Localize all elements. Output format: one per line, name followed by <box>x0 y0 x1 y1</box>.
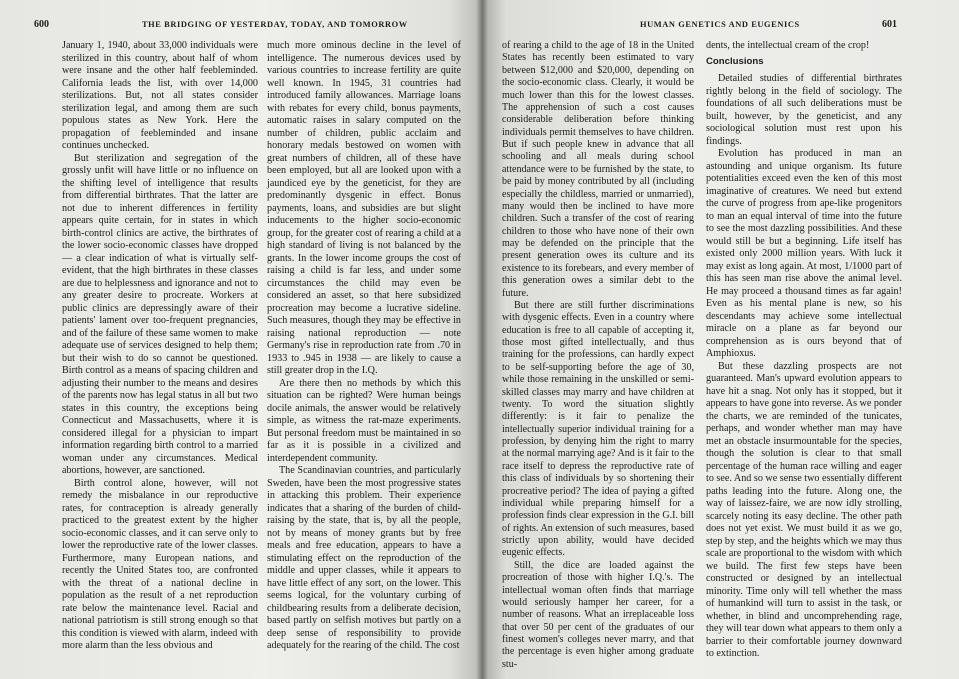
paragraph: But sterilization and segregation of the grossly unfit will have little or no influence on the shifting level of intelligence that results from differential birthrates. That the latter are not due to inherent differences in fertility appears quite certain, for in states in which birth-control clinics are active, the birthrates of the lower socio-economic classes have dropped — a clear indication of what is virtually self-evident, that the high birthrates in these classes are due to helplessness and ignorance and not to any greater desire to procreate. Workers at public clinics are depressingly aware of their patients' lament over too-frequent pregnancies, and of the failure of these same women to make adequate use of services designed to help them; but their wish to do so cannot be questioned. Birth control as a means of spacing children and adjusting their number to the means and desires of the parents now has legal status in all but two states in this country, the exceptions being Connecticut and Massachusetts, where it is considered illegal for a physician to impart information regarding birth control to a married woman under any circumstances. Medical abortions, however, are sanctioned. <box>62 152 258 476</box>
running-head-right: HUMAN GENETICS AND EUGENICS <box>640 20 800 29</box>
right-column-1 <box>502 40 694 671</box>
paragraph: The Scandinavian countries, and particularly Sweden, have been the most progressive states in attacking this problem. Their experience indicates that a sharing of the burden of child-raising by the state, that is, by all the people, not by means of money grants but by free meals and free education, appears to have a stimulating effect on the reproduction of the middle and upper classes, while it appears to have little effect of any sort, on the lower. This seems logical, for the voluntary curbing of childbearing results from a deliberate decision, based partly on selfish motives but partly on a deep sense of responsibility to provide adequately for the rearing of the child. The cost <box>267 465 461 651</box>
paragraph: of rearing a child to the age of 18 in the United States has recently been estimated to vary between $12,000 and $20,000, depending on the socio-economic class. Clearly, it would be much lower than this for the lowest classes. The apprehension of such a cost causes considerable deliberation before thinking individuals permit themselves to have children. But if such people knew in advance that all schooling and all meals during school attendance were to be furnished by the state, to be paid by money contributed by all (including especially the childless, married or unmarried), many would then be inclined to have more children. Such a transfer of the cost of rearing children to those who have none of their own may be defended on the principle that the present generation owes its culture and its existence to its forebears, and every member of this generation owes a similar debt to the future. <box>502 40 694 299</box>
paragraph: But these dazzling prospects are not guaranteed. Man's upward evolution appears to have hit a snag. Not only has it stopped, but it appears to have gone into reverse. As we ponder the charts, we are reminded of the tunicates, perhaps, and wonder whether man may have met an obstacle insurmountable for the species, though the solution is clear to that small percentage of the human race willing and eager to see. And so we sense two essentially different paths leading into the future. Along one, the way of laissez-faire, we are now idly strolling, scarcely noting its easy decline. The other path does not yet exist. We must build it as we go, step by step, and the heights which we may thus scale are proportional to the wisdom with which we build. The first few steps have been constructed or designed by an intellectual minority. Time only will tell whether the mass of humankind will turn to assist in the task, or whether, in blind and uncomprehending rage, they will tear down what appears to them only a barrier to their comfortable journey downward to extinction. <box>706 360 902 659</box>
paragraph: But there are still further discriminations with dysgenic effects. Even in a country where education is free to all capable of accepting it, those most gifted intellectually, and thus training for the professions, can hardly expect to be self-supporting before the age of 30, while those remaining in the unskilled or semi-skilled classes may marry and have children at twenty. To word the situation slightly differently: is it fair to penalize the intellectually superior individual training for a profession, by denying him the right to marry at the normal marrying age? And is it fair to the race itself to depress the reproductive rate of this class of individuals by so shortening their procreative period? The idea of paying a gifted individual while preparing himself for a profession finds clear expression in the G.I. bill of rights. An extension of such measures, based strictly upon ability, would have decided eugenic effects. <box>502 299 694 559</box>
paragraph: Evolution has produced in man an astounding and unique organism. Its future potentialities exceed even the ken of this most imaginative of creatures. We need but extend the curve of progress from ape-like progenitors to man an equal interval of time into the future to see the most dazzling possibilities. And these would still be but a beginning. Life itself has existed only 2000 million years. With luck it may exist as long again. At most, 1/1000 part of this has seen man rise above the animal level. He may proceed a thousand times as far again! Even as his mental plane is new, so his descendants may achieve some intellectual miracle on a plane as far beyond our comprehension as is ours beyond that of Amphioxus. <box>706 148 902 359</box>
page-number-left: 600 <box>34 19 49 30</box>
paragraph: Still, the dice are loaded against the procreation of those with higher I.Q.'s. The intellectual woman often finds that marriage would seriously hamper her career, for a number of reasons. What an irreplaceable loss that over 50 per cent of the graduates of our finest women's colleges never marry, and that the percentage is even higher among graduate stu- <box>502 559 694 670</box>
right-page <box>482 0 959 679</box>
paragraph: dents, the intellectual cream of the crop! <box>706 40 870 51</box>
page-number-right: 601 <box>882 19 897 30</box>
left-column-1 <box>62 40 258 653</box>
left-column-2 <box>267 40 461 653</box>
paragraph: Detailed studies of differential birthrates rightly belong in the field of sociology. The foundations of all such deliberations must be built, however, by the geneticist, and any sociological solution must rest upon his findings. <box>706 73 902 147</box>
right-column-2 <box>706 40 902 661</box>
paragraph: Birth control alone, however, will not remedy the misbalance in our reproductive rates, for contraception is already generally practiced to the greatest extent by the higher socio-economic classes, and it can serve only to lower the reproductive rate of the lower classes. Furthermore, many European nations, and recently the United States too, are confronted with the threat of a national decline in population as the result of a net reproduction rate below the maintenance level. Racial and national patriotism is still strong enough so that this condition is viewed with alarm, indeed with more alarm than the less obvious and <box>62 477 258 651</box>
paragraph: much more ominous decline in the level of intelligence. The numerous devices used by various countries to increase fertility are quite well known. In 1945, 31 countries had introduced family allowances. Marriage loans with rebates for every child, bonus payments, automatic raises in salary computed on the number of children, public acclaim and honorary medals bestowed on women with great numbers of children, all of these have been employed, but all are looked upon with a jaundiced eye by the geneticist, for they are predominantly dysgenic in effect. Bonus payments, loans, and subsidies are but slight inducements to the higher socio-economic group, for the greater cost of rearing a child at a high standard of living is not balanced by the grants. In the lower income groups the cost of raising a child is far less, and under some circumstances the child may even be considered an asset, so that here subsidized procreation may become a lucrative sideline. Such measures, though they may be effective in raising national reproduction — note Germany's rise in reproduction rate from .70 in 1933 to .945 in 1938 — are likely to cause a still greater drop in the I.Q. <box>267 40 461 376</box>
section-heading-conclusions: Conclusions <box>706 55 764 67</box>
book-spine-shadow <box>476 0 488 679</box>
paragraph: January 1, 1940, about 33,000 individuals were sterilized in this country, about half of whom were insane and the other half feebleminded. California leads the list, with over 14,000 sterilizations. But, not all states consider sterilization legal, and among them are such populous states as New York. Here the propagation of feebleminded and insane continues unchecked. <box>62 40 258 151</box>
paragraph: Are there then no methods by which this situation can be righted? Were human beings docile animals, the answer would be relatively simple, as witness the rat-maze experiments. But personal freedom must be maintained in so far as it is possible in a civilized and interdependent community. <box>267 377 461 464</box>
running-head-left: THE BRIDGING OF YESTERDAY, TODAY, AND TOMORROW <box>142 20 408 29</box>
